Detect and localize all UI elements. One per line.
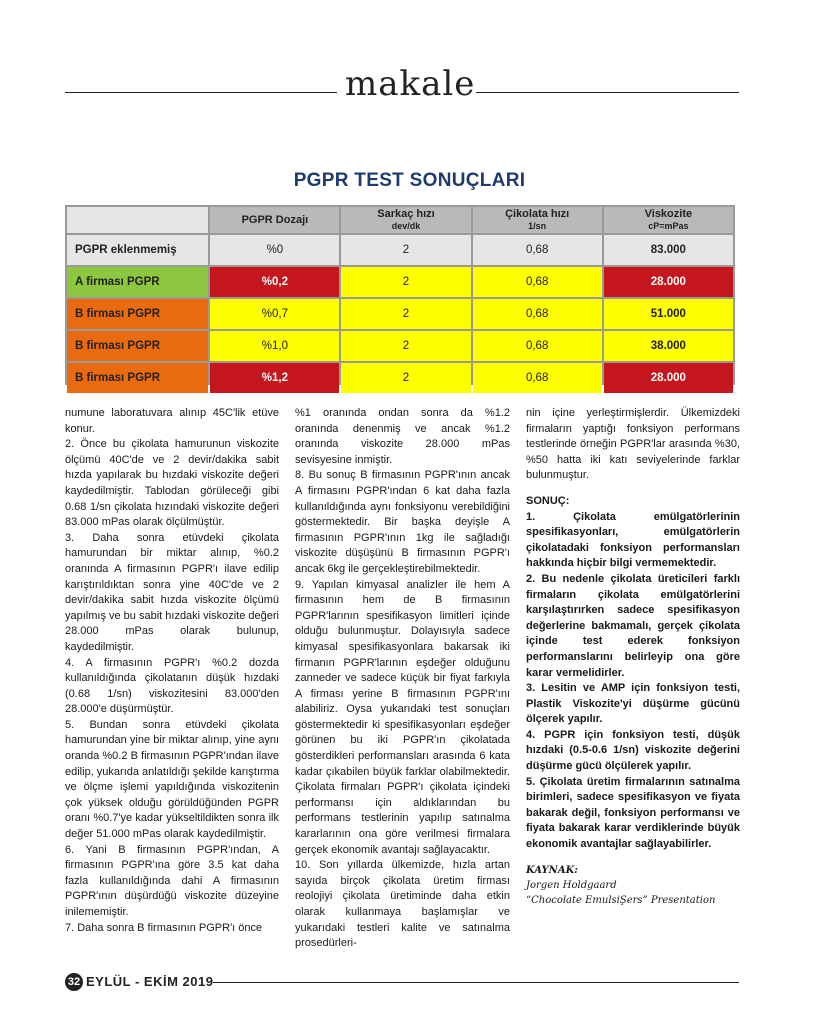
cell-dosage: %1,2 xyxy=(210,363,339,393)
header-chocolate-speed: Çikolata hızı 1/sn xyxy=(473,207,602,233)
cell-chocolate-speed: 0,68 xyxy=(473,235,602,265)
conclusion-item: 3. Lesitin ve AMP için fonksiyon testi, Plastik Viskozite'yi düşürme gücünü ölçerek yapılır. xyxy=(526,682,740,726)
row-label: B firması PGPR xyxy=(67,363,208,393)
cell-viscosity: 83.000 xyxy=(604,235,733,265)
paragraph: 2. Önce bu çikolata hamurunun viskozite ölçümü 40C'de ve 2 devir/dakika sabit hızda yapılarak bu hızdaki viskozite değeri kaydedilmiştir. Tablodan görüleceği gibi 0.68 1/sn çikolata hızındaki viskozite değeri 83.000 mPas olarak ölçülmüştür. xyxy=(65,438,279,529)
cell-chocolate-speed: 0,68 xyxy=(473,363,602,393)
paragraph: 3. Daha sonra etüvdeki çikolata hamurundan bir miktar alınıp, %0.2 oranında A firmasının PGPR'ı ilave edilip karıştırıldıktan sonra yine 40C'de ve 2 devir/dakika sabit hızda viskozite ölçümü yapılmış ve bu sabit hızdaki viskozite değeri 28.000 mPas olarak bulunup, kaydedilmiştir. xyxy=(65,531,279,653)
paragraph: numune laboratuvara alınıp 45C'lik etüve konur. xyxy=(65,407,279,435)
cell-chocolate-speed: 0,68 xyxy=(473,331,602,361)
page-number: 32 xyxy=(65,973,83,991)
source-label: KAYNAK: xyxy=(526,864,578,876)
masthead: makale xyxy=(345,64,476,104)
cell-pendulum-speed: 2 xyxy=(341,299,470,329)
article-column-3 xyxy=(526,406,740,908)
table-header-row xyxy=(67,207,733,233)
cell-dosage: %0 xyxy=(210,235,339,265)
table-row xyxy=(67,363,733,393)
page-footer xyxy=(65,972,739,992)
source-block xyxy=(526,863,740,908)
header-empty xyxy=(67,207,208,233)
paragraph: 10. Son yıllarda ülkemizde, hızla artan sayıda birçok çikolata üretim firması reolojiyi çikolata üretiminde daha etkin olarak kullanmaya başlamışlar ve yukarıdaki testleri kalite ve satınalma prosedürleri- xyxy=(295,859,510,950)
paragraph: 4. A firmasının PGPR'ı %0.2 dozda kullanıldığında çikolatanın düşük hızdaki (0.68 1/sn) viskozitesini 83.000'den 28.000'e düşürmüştür. xyxy=(65,656,279,716)
conclusion-heading: SONUÇ: xyxy=(526,494,570,507)
header-pendulum-speed: Sarkaç hızı dev/dk xyxy=(341,207,470,233)
table-row xyxy=(67,267,733,297)
cell-pendulum-speed: 2 xyxy=(341,267,470,297)
paragraph: 7. Daha sonra B firmasının PGPR'ı önce xyxy=(65,921,263,934)
table-row xyxy=(67,331,733,361)
cell-viscosity: 51.000 xyxy=(604,299,733,329)
cell-chocolate-speed: 0,68 xyxy=(473,267,602,297)
conclusion-item: 2. Bu nedenle çikolata üreticileri farklı firmaların çikolata emülgatörlerini karşılaştırırken sadece spesifikasyon değerlerine bakmamalı, gerçek çikolata içinde test ederek fonksiyon performanslarını belirleyip ona göre karar vermelidirler. xyxy=(526,572,740,679)
article-column-2 xyxy=(295,406,510,952)
cell-pendulum-speed: 2 xyxy=(341,331,470,361)
paragraph: %1 oranında ondan sonra da %1.2 oranında denenmiş ve ancak %1.2 oranında viskozite 28.000 mPas sevisyesine inmiştir. xyxy=(295,407,510,466)
conclusion-item: 4. PGPR için fonksiyon testi, düşük hızdaki (0.5-0.6 1/sn) viskozite değerini düşürme gücü ölçülerek yapılır. xyxy=(526,728,740,773)
cell-viscosity: 38.000 xyxy=(604,331,733,361)
row-label: PGPR eklenmemiş xyxy=(67,235,208,265)
table-row xyxy=(67,235,733,265)
cell-dosage: %0,7 xyxy=(210,299,339,329)
conclusion-item: 5. Çikolata üretim firmalarının satınalma birimleri, sadece spesifikasyon ve fiyata bakarak değil, fonksiyon performansı ve fiyata bakarak karar verdiklerinde büyük ekonomik avantajlar sağlayabilirler. xyxy=(526,775,740,851)
footer-rule xyxy=(213,982,739,983)
cell-viscosity: 28.000 xyxy=(604,267,733,297)
cell-dosage: %0,2 xyxy=(210,267,339,297)
paragraph: 6. Yani B firmasının PGPR'ından, A firmasının PGPR'ına göre 3.5 kat daha fazla kullanıldığında dahi A firmasının PGPR'ının düşürdüğü viskozite düzeyine inilememiştir. xyxy=(65,843,279,918)
cell-dosage: %1,0 xyxy=(210,331,339,361)
header-viscosity: Viskozite cP=mPas xyxy=(604,207,733,233)
header-dosage: PGPR Dozajı xyxy=(210,207,339,233)
header-rule-right xyxy=(476,92,739,93)
source-author: Jorgen Holdgaard xyxy=(526,879,617,891)
cell-pendulum-speed: 2 xyxy=(341,235,470,265)
conclusion-section xyxy=(526,494,740,853)
table-title: PGPR TEST SONUÇLARI xyxy=(293,170,526,191)
cell-viscosity: 28.000 xyxy=(604,363,733,393)
cell-pendulum-speed: 2 xyxy=(341,363,470,393)
paragraph: 5. Bundan sonra etüvdeki çikolata hamurundan yine bir miktar alınıp, yine aynı oranda %0.2 B firmasının PGPR'ından ilave edilip, yukarıda anlatıldığı şekilde karıştırma ve ölçme işlemi yapıldığında viskozitenin çok yüksek olduğu görüldüğünden PGPR oranı %0.7'ye kadar yükseltildikten sonra ilk değer 51.000 mPas olarak kaydedilmiştir. xyxy=(65,718,279,841)
conclusion-item: 1. Çikolata emülgatörlerinin spesifikasyonları, emülgatörlerin çikolatadaki fonksiyon performansları hakkında hiçbir bilgi vermemektedir. xyxy=(526,510,740,570)
results-table-wrapper xyxy=(65,205,735,385)
article-column-1 xyxy=(65,406,279,936)
issue-date: EYLÜL - EKİM 2019 xyxy=(86,974,214,989)
paragraph: 9. Yapılan kimyasal analizler ile hem A firmasının hem de B firmasının PGPR'larının spesifikasyon limitleri içinde olduğu bulunmuştur. Dolayısıyla sadece kimyasal spesifikasyonlara bakarsak iki firmanın PGPR'larının eşdeğer olduğunu zanneder ve sadece küçük bir fiyat farkıyla A firması yerine B firmasının PGPR'ını alabiliriz. Oysa yukarıdaki test sonuçları göstermektedir ki spesifikasyonları eşdeğer görünen bu iki PGPR'ın çikolatada gösterdikleri performansları arasında 6 kata kadar çıkabilen büyük farklar olabilmektedir. Çikolata firmaları PGPR'ı çikolata içindeki performansı için aldıklarından bu performans testlerinin yapılıp satınalma kararlarının ona göre verilmesi firmalara gerçek ekonomik avantajı sağlayacaktır. xyxy=(295,578,510,856)
paragraph: 8. Bu sonuç B firmasının PGPR'ının ancak A firmasını PGPR'ından 6 kat daha fazla kullanıldığında aynı fonksiyonu verebildiğini göstermektedir. Bir başka deyişle A firmasının PGPR'ının 1kg ile sağladığı viskozite düşüşünü B firmasının PGPR'ı ancak 6kg ile gerçekleştirebilmektedir. xyxy=(295,469,510,575)
row-label: A firması PGPR xyxy=(67,267,208,297)
paragraph: nin içine yerleştirmişlerdir. Ülkemizdeki firmaların yaptığı fonksiyon performans testlerinde örneğin PGPR'lar arasında %30, %50 hatta iki katı seviyelerinde farklar bulunmuştur. xyxy=(526,407,740,482)
row-label: B firması PGPR xyxy=(67,299,208,329)
table-row xyxy=(67,299,733,329)
source-title: “Chocolate EmulsiŞers” Presentation xyxy=(526,894,716,906)
cell-chocolate-speed: 0,68 xyxy=(473,299,602,329)
row-label: B firması PGPR xyxy=(67,331,208,361)
header-rule-left xyxy=(65,92,337,93)
results-table xyxy=(65,205,735,395)
